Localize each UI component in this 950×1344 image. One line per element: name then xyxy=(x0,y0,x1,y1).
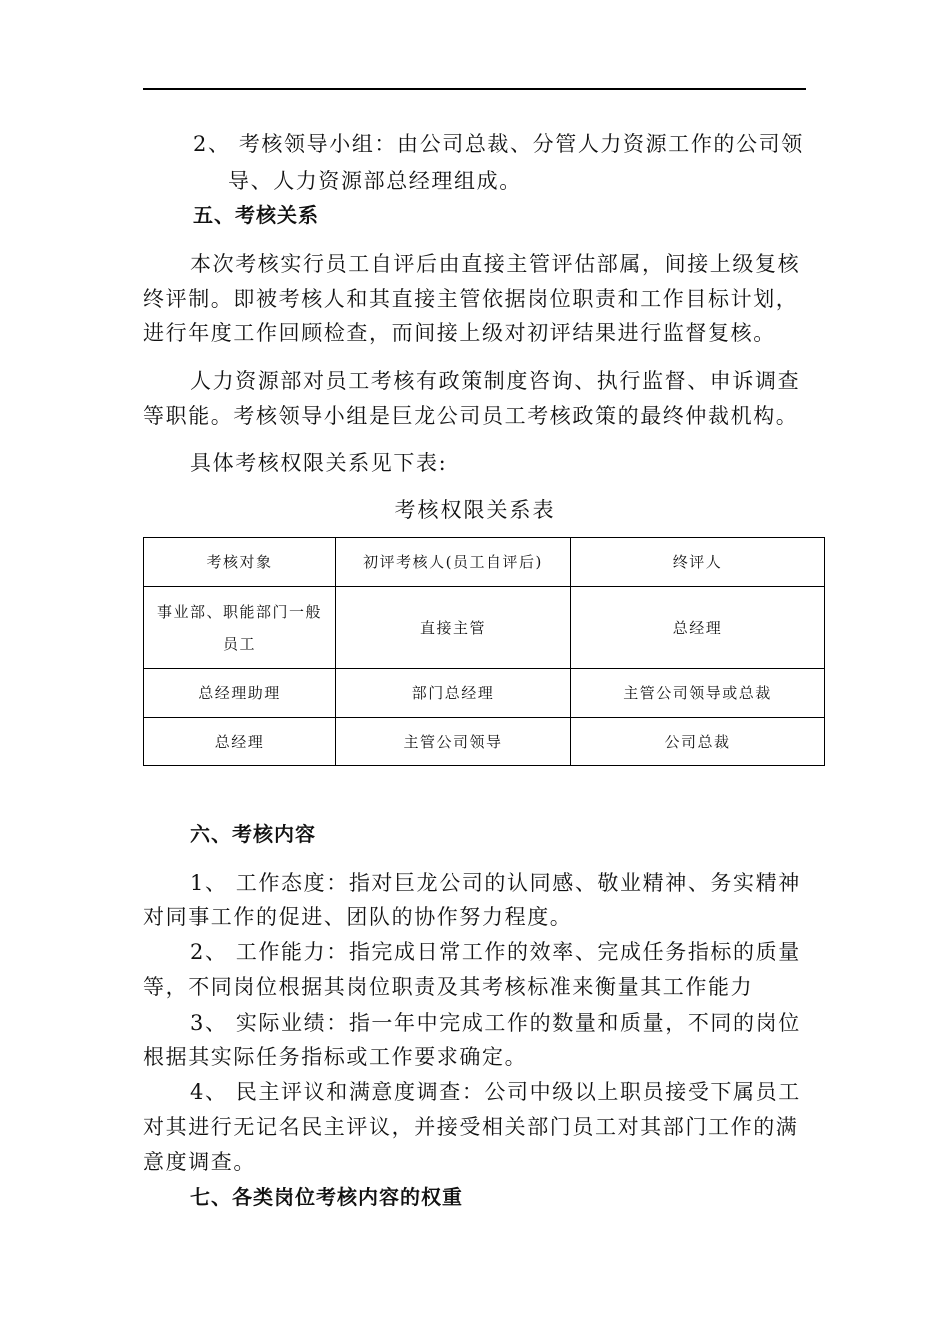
table-cell: 主管公司领导或总裁 xyxy=(571,669,825,718)
header-rule xyxy=(143,88,806,90)
item-1-line-2: 对同事工作的促进、团队的协作努力程度。 xyxy=(143,905,573,929)
item-2-line-2: 导、人力资源部总经理组成。 xyxy=(228,169,522,193)
section-7-heading: 七、各类岗位考核内容的权重 xyxy=(190,1185,463,1209)
item-4-line-2: 对其进行无记名民主评议，并接受相关部门员工对其部门工作的满 xyxy=(143,1115,799,1139)
table-cell: 总经理 xyxy=(571,587,825,669)
table-row xyxy=(144,669,825,718)
item-1-line-1: 1、 工作态度：指对巨龙公司的认同感、敬业精神、务实精神 xyxy=(190,871,801,895)
para-1-line-3: 进行年度工作回顾检查，而间接上级对初评结果进行监督复核。 xyxy=(143,321,776,345)
table-cell: 部门总经理 xyxy=(336,669,571,718)
table-cell: 主管公司领导 xyxy=(336,718,571,766)
table-cell: 总经理助理 xyxy=(144,669,336,718)
table-row xyxy=(144,587,825,669)
table-header-cell: 考核对象 xyxy=(144,538,336,587)
table-cell: 直接主管 xyxy=(336,587,571,669)
para-1-line-1: 本次考核实行员工自评后由直接主管评估部属，间接上级复核 xyxy=(190,252,801,276)
para-1-line-2: 终评制。即被考核人和其直接主管依据岗位职责和工作目标计划， xyxy=(143,287,799,311)
section-6-heading: 六、考核内容 xyxy=(190,822,316,846)
item-3-line-1: 3、 实际业绩：指一年中完成工作的数量和质量，不同的岗位 xyxy=(190,1011,801,1035)
section-5-heading: 五、考核关系 xyxy=(193,203,319,227)
item-2-line-1: 2、 考核领导小组：由公司总裁、分管人力资源工作的公司领 xyxy=(193,132,804,156)
table-cell: 总经理 xyxy=(144,718,336,766)
item-2b-line-1: 2、 工作能力：指完成日常工作的效率、完成任务指标的质量 xyxy=(190,940,801,964)
para-3: 具体考核权限关系见下表: xyxy=(190,451,448,475)
item-3-line-2: 根据其实际任务指标或工作要求确定。 xyxy=(143,1045,528,1069)
item-2b-line-2: 等，不同岗位根据其岗位职责及其考核标准来衡量其工作能力 xyxy=(143,975,754,999)
table-cell-line: 事业部、职能部门一般 xyxy=(156,602,322,621)
table-cell xyxy=(144,587,336,669)
table-header-cell: 初评考核人(员工自评后) xyxy=(336,538,571,587)
table-caption: 考核权限关系表 xyxy=(394,498,556,522)
table-cell-line: 员工 xyxy=(222,634,256,653)
para-2-line-1: 人力资源部对员工考核有政策制度咨询、执行监督、申诉调查 xyxy=(190,369,801,393)
table-header-row xyxy=(144,538,825,587)
table-cell: 公司总裁 xyxy=(571,718,825,766)
para-2-line-2: 等职能。考核领导小组是巨龙公司员工考核政策的最终仲裁机构。 xyxy=(143,404,799,428)
authority-table xyxy=(143,537,825,766)
item-4-line-3: 意度调查。 xyxy=(143,1150,256,1174)
table-row xyxy=(144,718,825,766)
table-header-cell: 终评人 xyxy=(571,538,825,587)
item-4-line-1: 4、 民主评议和满意度调查：公司中级以上职员接受下属员工 xyxy=(190,1080,801,1104)
